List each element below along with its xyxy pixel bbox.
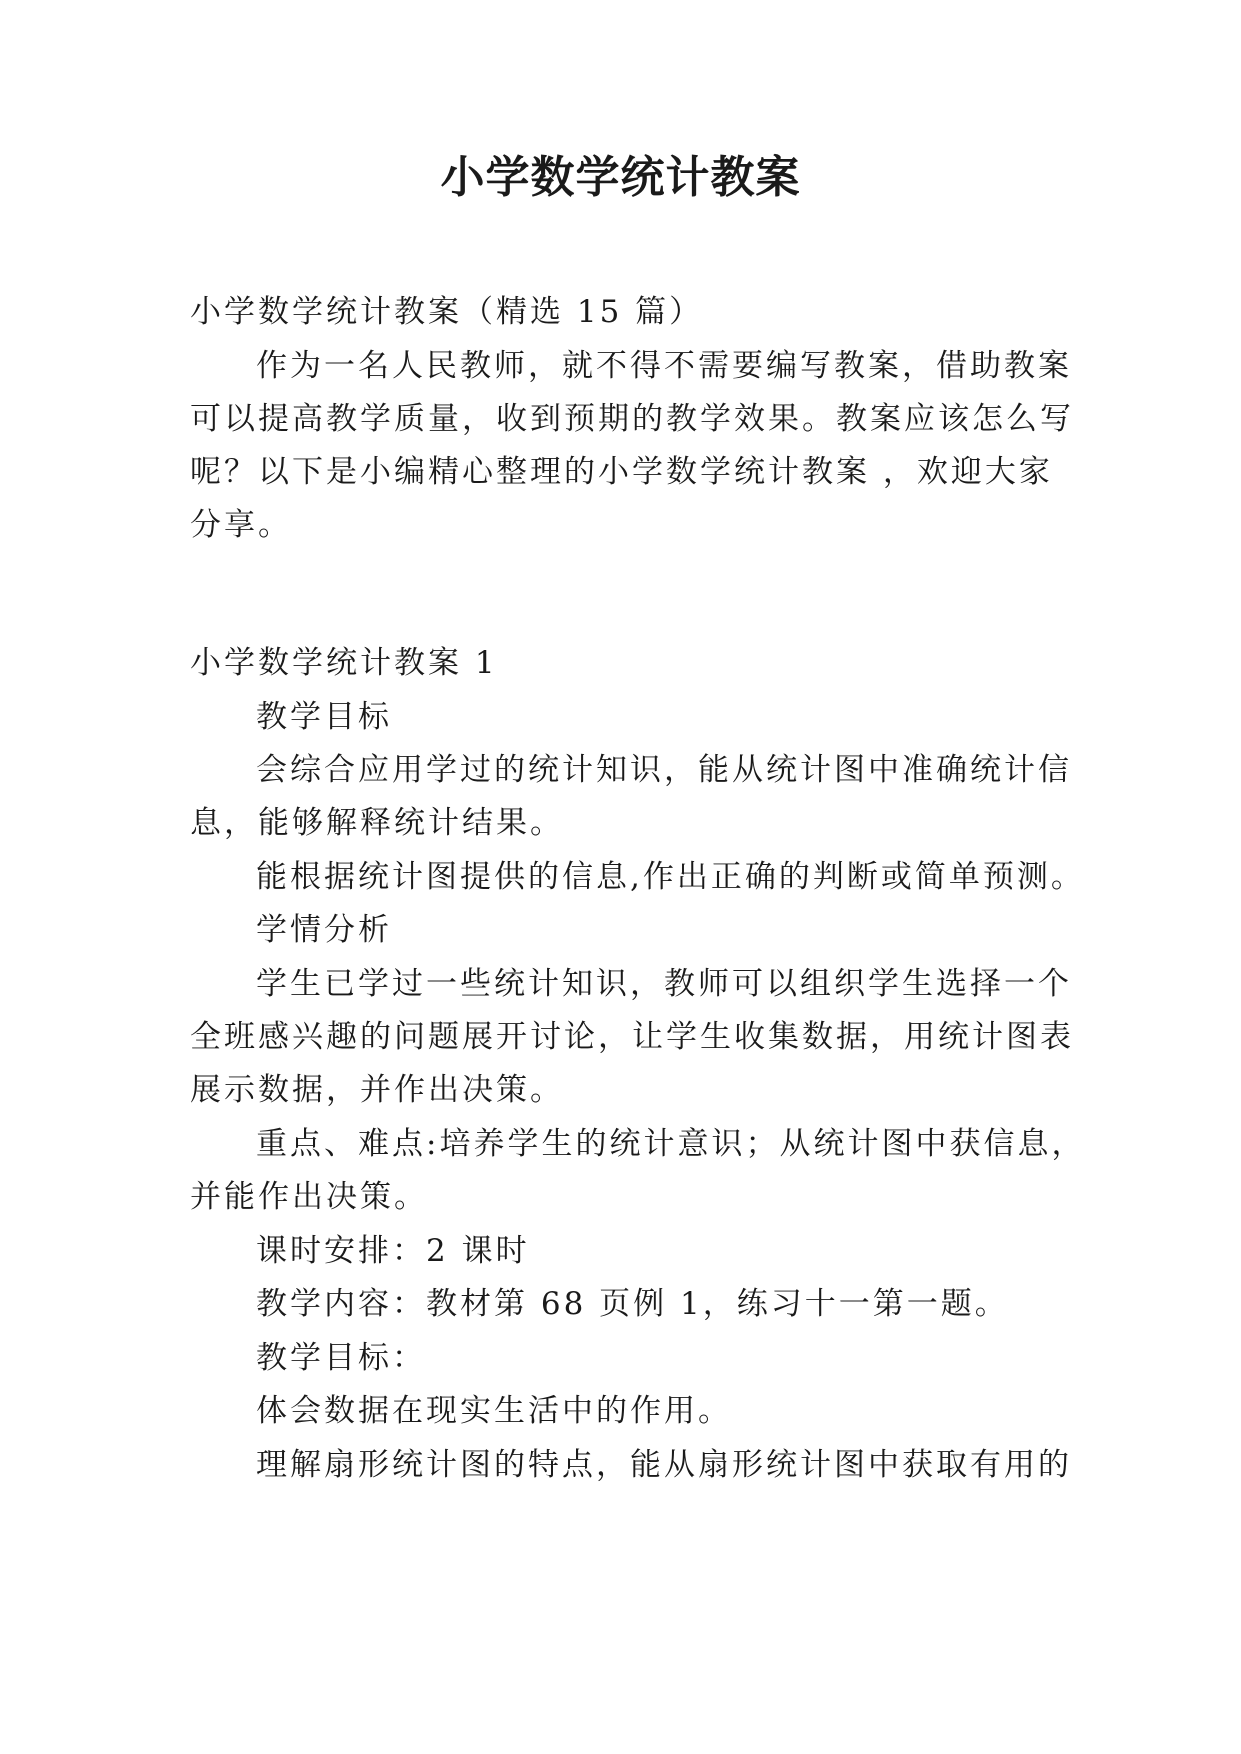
intro-line-2: 可以提高教学质量，收到预期的教学效果。教案应该怎么写	[190, 401, 1074, 437]
paragraph-line: 并能作出决策。	[190, 1179, 428, 1215]
intro-line-4: 分享。	[190, 507, 292, 543]
paragraph-line: 课时安排：2 课时	[256, 1233, 530, 1269]
paragraph-line: 学情分析	[256, 912, 392, 948]
intro-line-3: 呢？以下是小编精心整理的小学数学统计教案 ，欢迎大家	[190, 454, 1053, 490]
intro-line-1: 作为一名人民教师，就不得不需要编写教案，借助教案	[256, 348, 1072, 384]
paragraph-line: 展示数据，并作出决策。	[190, 1072, 564, 1108]
paragraph-line: 教学目标：	[256, 1340, 426, 1376]
paragraph-line: 教学内容：教材第 68 页例 1，练习十一第一题。	[256, 1286, 1009, 1322]
paragraph-line: 会综合应用学过的统计知识，能从统计图中准确统计信	[256, 752, 1072, 788]
document-title: 小学数学统计教案	[440, 152, 801, 203]
paragraph-line: 学生已学过一些统计知识，教师可以组织学生选择一个	[256, 966, 1072, 1002]
paragraph-line: 理解扇形统计图的特点，能从扇形统计图中获取有用的	[256, 1447, 1072, 1483]
paragraph-line: 教学目标	[256, 699, 392, 735]
subtitle-line: 小学数学统计教案（精选 15 篇）	[190, 294, 704, 330]
section-heading: 小学数学统计教案 1	[190, 645, 498, 681]
paragraph-line: 体会数据在现实生活中的作用。	[256, 1393, 732, 1429]
paragraph-line: 能根据统计图提供的信息,作出正确的判断或简单预测。	[256, 859, 1085, 895]
paragraph-line: 息，能够解释统计结果。	[190, 805, 564, 841]
paragraph-line: 全班感兴趣的问题展开讨论，让学生收集数据，用统计图表	[190, 1019, 1074, 1055]
paragraph-line: 重点、难点:培养学生的统计意识；从统计图中获信息，	[256, 1126, 1086, 1162]
